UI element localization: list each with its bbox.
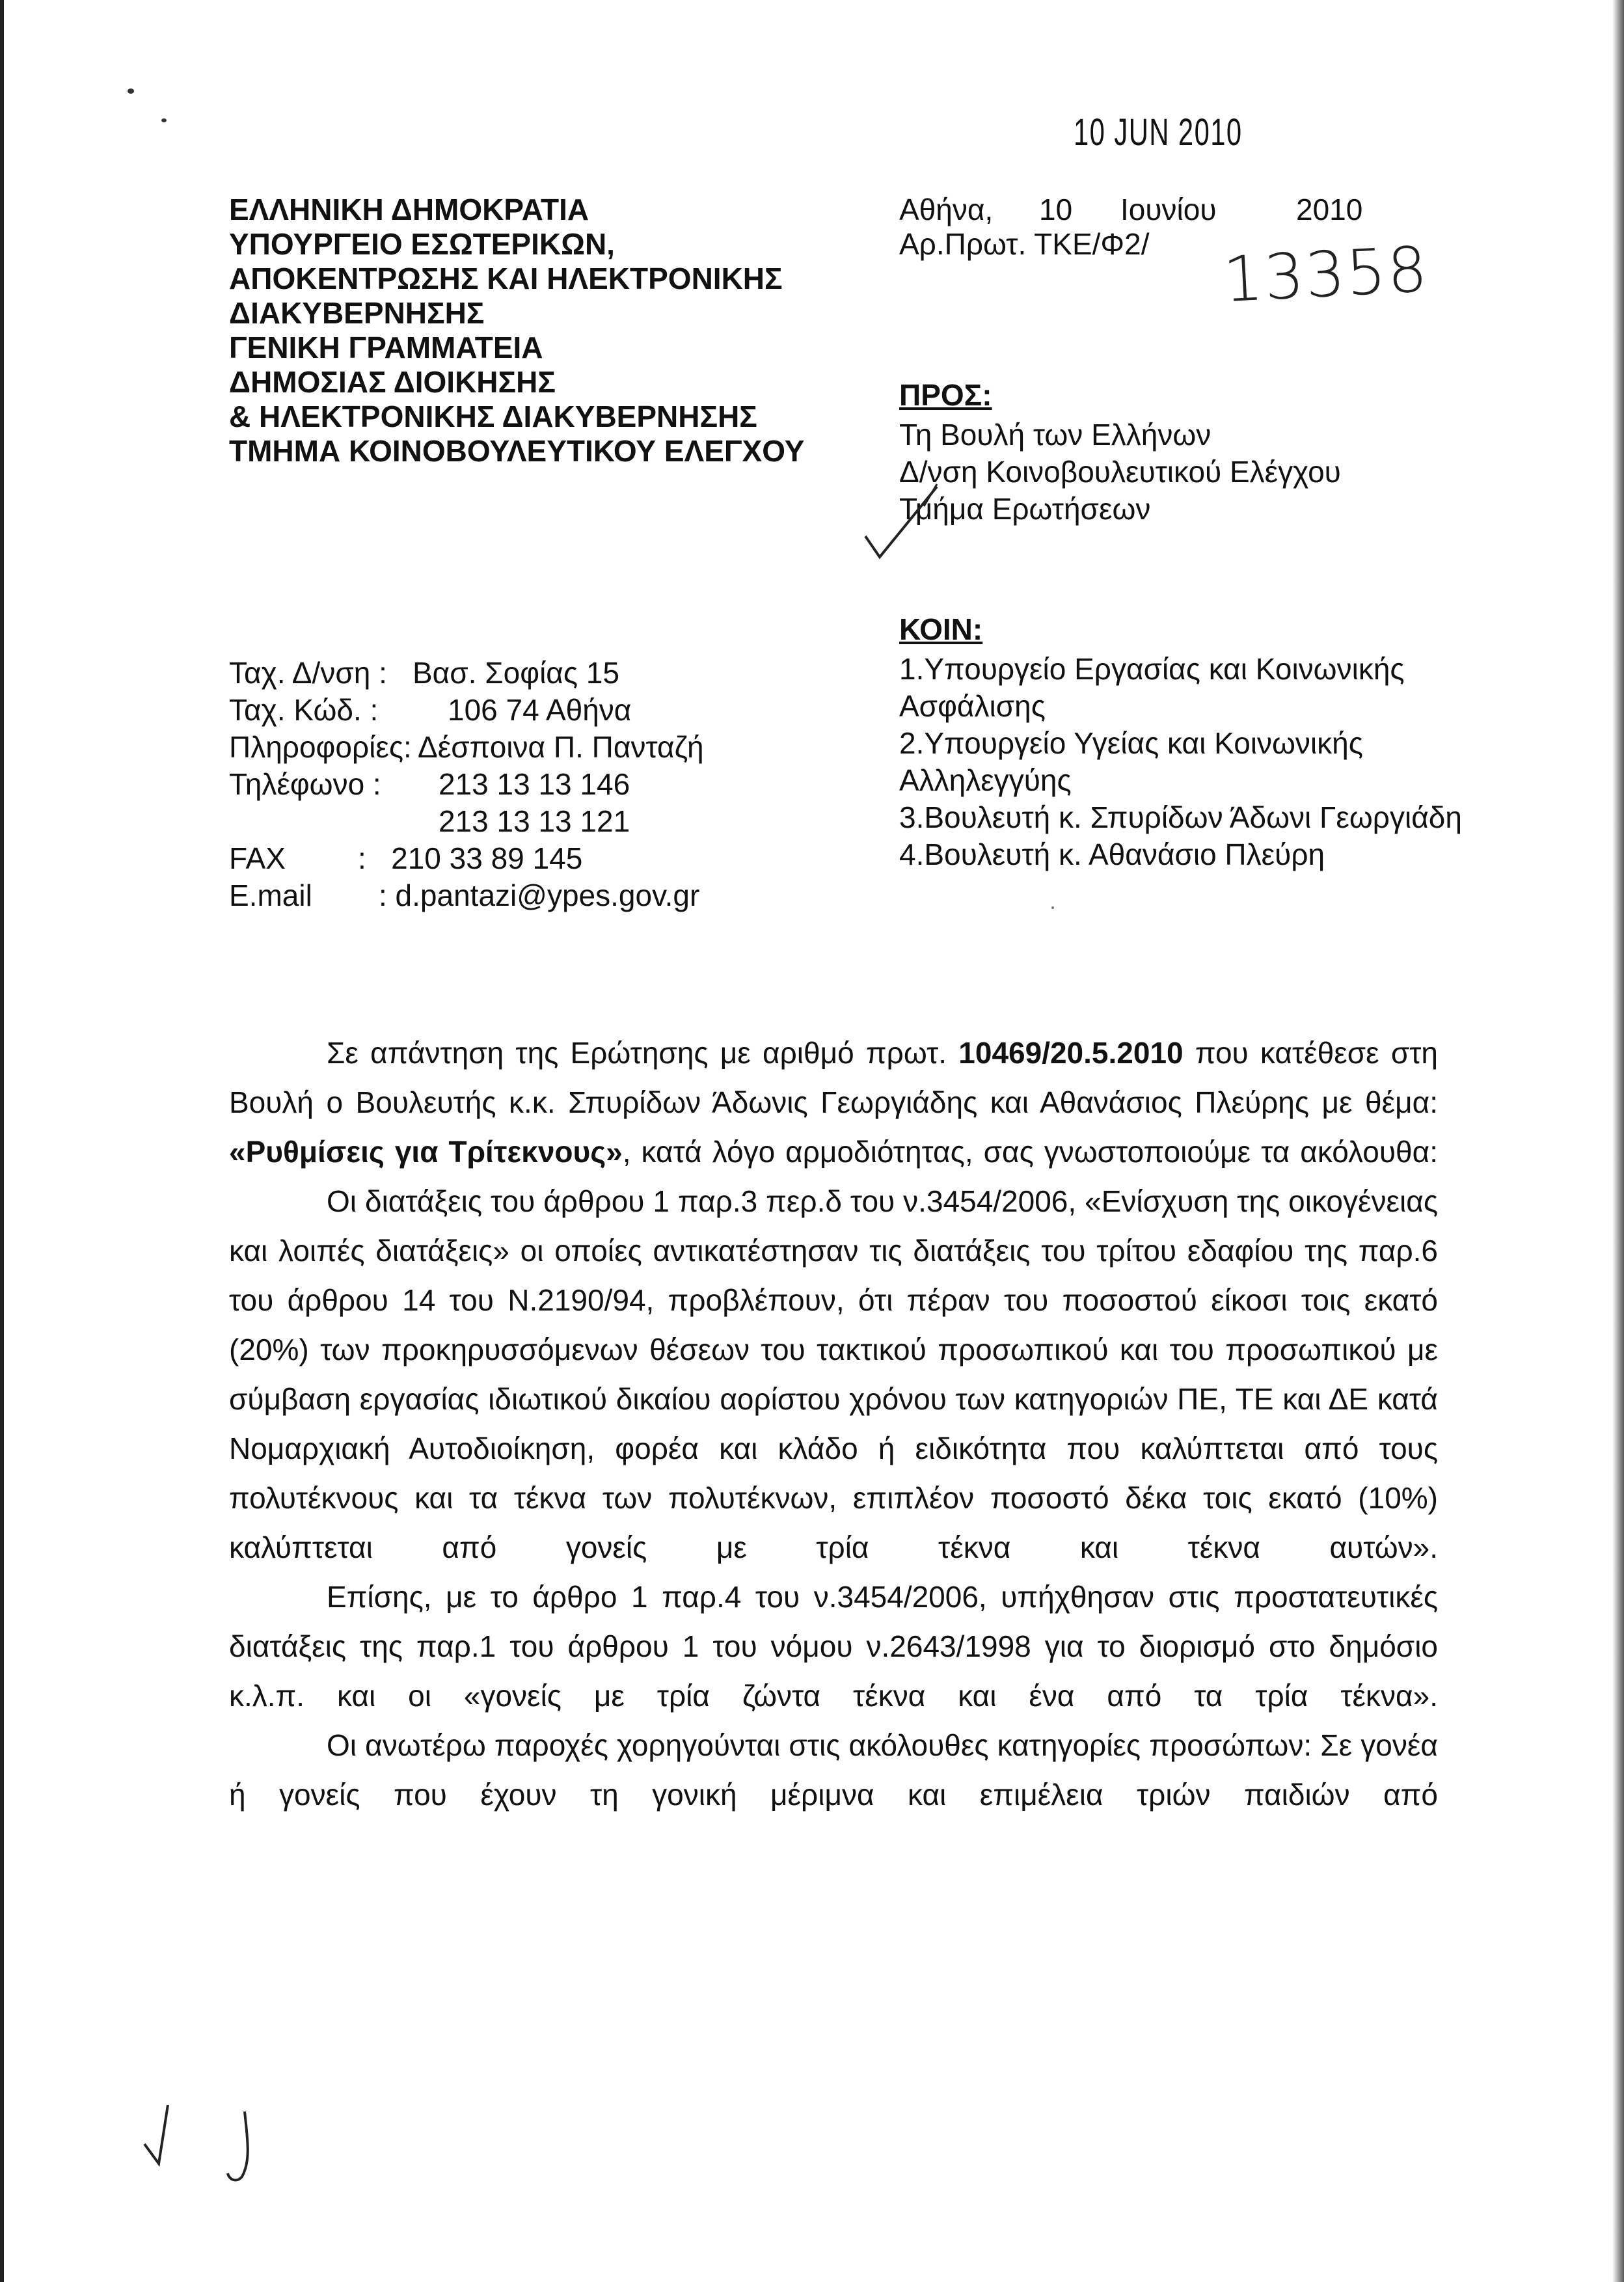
body-text: που κατέθεσε στη Βουλή ο Βουλευτής κ.κ. Σπυρίδων Άδωνις Γεωργιάδης και Αθανάσιος Πλεύρης με θέμα: [229, 1036, 1438, 1119]
address-label: Ταχ. Δ/νση : [229, 656, 387, 690]
date-year: 2010 [1296, 193, 1363, 226]
sender-line: ΔΗΜΟΣΙΑΣ ΔΙΟΙΚΗΣΗΣ [229, 365, 556, 399]
sender-line: ΓΕΝΙΚΗ ΓΡΑΜΜΑΤΕΙΑ [229, 331, 543, 364]
body-paragraph: Οι διατάξεις του άρθρου 1 παρ.3 περ.δ του ν.3454/2006, «Ενίσχυση της οικογένειας και λοιπές διατάξεις» οι οποίες αντικατέστησαν τις διατάξεις του τρίτου εδαφίου της παρ.6 του άρθρου 14 του Ν.2190/94, προβλέπουν, ότι πέραν του ποσοστού είκοσι τοις εκατό (20%) των προκηρυσσόμενων θέσεων του τακτικού προσωπικού και του προσωπικού με σύμβαση εργασίας ιδιωτικού δικαίου αορίστου χρόνου των κατηγοριών ΠΕ, ΤΕ και ΔΕ κατά Νομαρχιακή Αυτοδιοίκηση, φορέα και κλάδο ή ειδικότητα που καλύπτεται από τους πολυτέκνους και τα τέκνα των πολυτέκνων, επιπλέον ποσοστό δέκα τοις εκατό (10%) καλύπτεται από γονείς με τρία τέκνα και τέκνα αυτών». [229, 1184, 1438, 1564]
question-subject: «Ρυθμίσεις για Τρίτεκνους» [229, 1135, 623, 1169]
cc-line: Ασφάλισης [899, 689, 1046, 723]
postcode-label: Ταχ. Κώδ. : [229, 693, 379, 727]
cc-block [899, 651, 1462, 873]
date-day: 10 [1039, 193, 1073, 226]
address-value: Βασ. Σοφίας 15 [413, 656, 620, 690]
date-line [899, 193, 1362, 227]
cc-line: Αλληλεγγύης [899, 763, 1072, 797]
cc-line: 1.Υπουργείο Εργασίας και Κοινωνικής [899, 652, 1405, 686]
date-city: Αθήνα, [899, 193, 994, 226]
letter-body [229, 1028, 1438, 1819]
sender-line: & ΗΛΕΚΤΡΟΝΙΚΗΣ ΔΙΑΚΥΒΕΡΝΗΣΗΣ [229, 400, 757, 433]
recipient-block [899, 416, 1341, 528]
received-date-stamp: 10 JUN 2010 [1074, 111, 1243, 154]
recipient-line: Τμήμα Ερωτήσεων [899, 492, 1151, 526]
protocol-number-label: Αρ.Πρωτ. ΤΚΕ/Φ2/ [899, 227, 1150, 261]
email-value: : d.pantazi@ypes.gov.gr [379, 878, 700, 912]
sender-line: ΕΛΛΗΝΙΚΗ ΔΗΜΟΚΡΑΤΙΑ [229, 193, 589, 226]
handwritten-protocol-number: 13358 [1221, 232, 1431, 317]
body-paragraph: Επίσης, με το άρθρο 1 παρ.4 του ν.3454/2006, υπήχθησαν στις προστατευτικές διατάξεις της παρ.1 του άρθρου 1 του νόμου ν.2643/1998 για το διορισμό στο δημόσιο κ.λ.π. και οι «γονείς με τρία ζώντα τέκνα και ένα από τα τρία τέκνα». [229, 1580, 1438, 1713]
sender-line: ΑΠΟΚΕΝΤΡΩΣΗΣ ΚΑΙ ΗΛΕΚΤΡΟΝΙΚΗΣ [229, 262, 783, 295]
body-paragraph [229, 1028, 1438, 1176]
cc-line: 3.Βουλευτή κ. Σπυρίδων Άδωνι Γεωργιάδη [899, 800, 1462, 834]
cc-line: 2.Υπουργείο Υγείας και Κοινωνικής [899, 726, 1363, 760]
scan-edge-right [1612, 0, 1624, 2282]
body-text: , κατά λόγο αρμοδιότητας, σας γνωστοποιούμε τα ακόλουθα: [622, 1135, 1438, 1169]
email-label: E.mail [229, 878, 312, 912]
scan-speck [161, 118, 167, 122]
fax-value: : 210 33 89 145 [358, 841, 583, 875]
scan-speck [1051, 906, 1054, 909]
body-text: Σε απάντηση της Ερώτησης με αριθμό πρωτ. [327, 1036, 959, 1070]
recipient-line: Τη Βουλή των Ελλήνων [899, 418, 1211, 452]
scan-speck [128, 88, 134, 94]
phone-value: 213 13 13 146 [439, 767, 630, 801]
sender-line: ΔΙΑΚΥΒΕΡΝΗΣΗΣ [229, 296, 485, 330]
scan-edge-left [0, 0, 4, 2282]
check-mark-icon [144, 2105, 168, 2164]
body-paragraph: Οι ανωτέρω παροχές χορηγούνται στις ακόλουθες κατηγορίες προσώπων: Σε γονέα ή γονείς που έχουν τη γονική μέριμνα και επιμέλεια τριών παιδιών από [229, 1728, 1438, 1812]
sender-line: ΤΜΗΜΑ ΚΟΙΝΟΒΟΥΛΕΥΤΙΚΟΥ ΕΛΕΓΧΟΥ [229, 434, 805, 468]
info-value: Δέσποινα Π. Πανταζή [418, 730, 704, 764]
sender-line: ΥΠΟΥΡΓΕΙΟ ΕΣΩΤΕΡΙΚΩΝ, [229, 227, 615, 261]
question-reference: 10469/20.5.2010 [958, 1036, 1184, 1070]
cc-line: 4.Βουλευτή κ. Αθανάσιο Πλεύρη [899, 837, 1325, 871]
recipient-line: Δ/νση Κοινοβουλευτικού Ελέγχου [899, 455, 1341, 489]
sender-block [229, 193, 804, 469]
info-label: Πληροφορίες: [229, 730, 412, 764]
phone-value: 213 13 13 121 [439, 804, 630, 838]
recipient-label: ΠΡΟΣ: [899, 378, 992, 412]
cc-label: ΚΟΙΝ: [899, 612, 983, 646]
handwritten-initial [228, 2112, 248, 2180]
postcode-value: 106 74 Αθήνα [448, 693, 632, 727]
date-month: Ιουνίου [1120, 193, 1217, 226]
fax-label: FAX [229, 841, 286, 875]
phone-label: Τηλέφωνο : [229, 767, 381, 801]
